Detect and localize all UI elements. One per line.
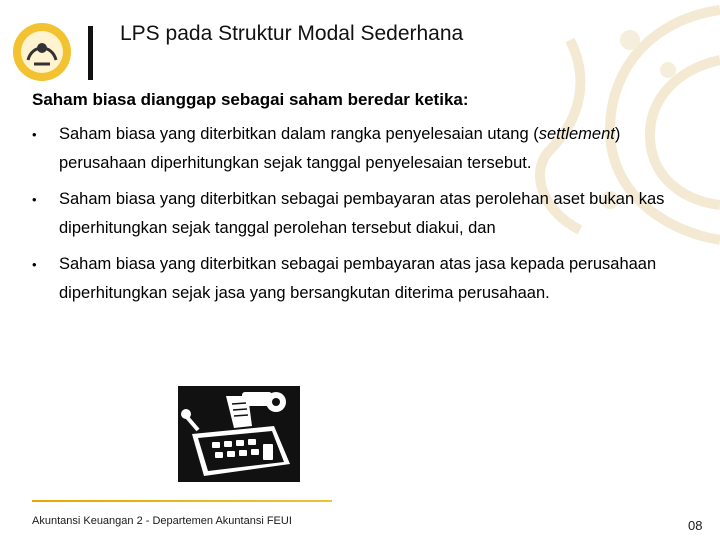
footer-text: Akuntansi Keuangan 2 - Departemen Akuntansi FEUI [32, 515, 292, 527]
bullet-icon: • [32, 127, 37, 142]
point-text: Saham biasa yang diterbitkan sebagai pembayaran atas perolehan aset bukan kas diperhitungkan sejak tanggal perolehan tersebut diakui, dan [59, 190, 665, 237]
footer-divider [32, 500, 332, 502]
adding-machine-icon [178, 386, 300, 482]
point-text-after: ) perusahaan diperhitungkan sejak tanggal penyelesaian tersebut. [59, 125, 621, 172]
slide-body [32, 90, 682, 315]
point-text-before: Saham biasa yang diterbitkan dalam rangka penyelesaian utang ( [59, 125, 539, 143]
lead-statement: Saham biasa dianggap sebagai saham beredar ketika: [32, 90, 469, 109]
list-item [32, 120, 682, 178]
page-number: 08 [688, 518, 703, 533]
list-item [32, 185, 682, 243]
point-text: Saham biasa yang diterbitkan sebagai pembayaran atas jasa kepada perusahaan diperhitungkan sejak jasa yang bersangkutan diterima perusahaan. [59, 255, 657, 302]
bullet-list [32, 120, 682, 308]
slide-title: LPS pada Struktur Modal Sederhana [120, 22, 464, 45]
university-emblem-icon [10, 20, 74, 84]
point-emphasis: settlement [538, 125, 615, 143]
bullet-icon: • [32, 192, 37, 207]
bullet-icon: • [32, 257, 37, 272]
title-divider [88, 26, 93, 80]
list-item [32, 250, 682, 308]
